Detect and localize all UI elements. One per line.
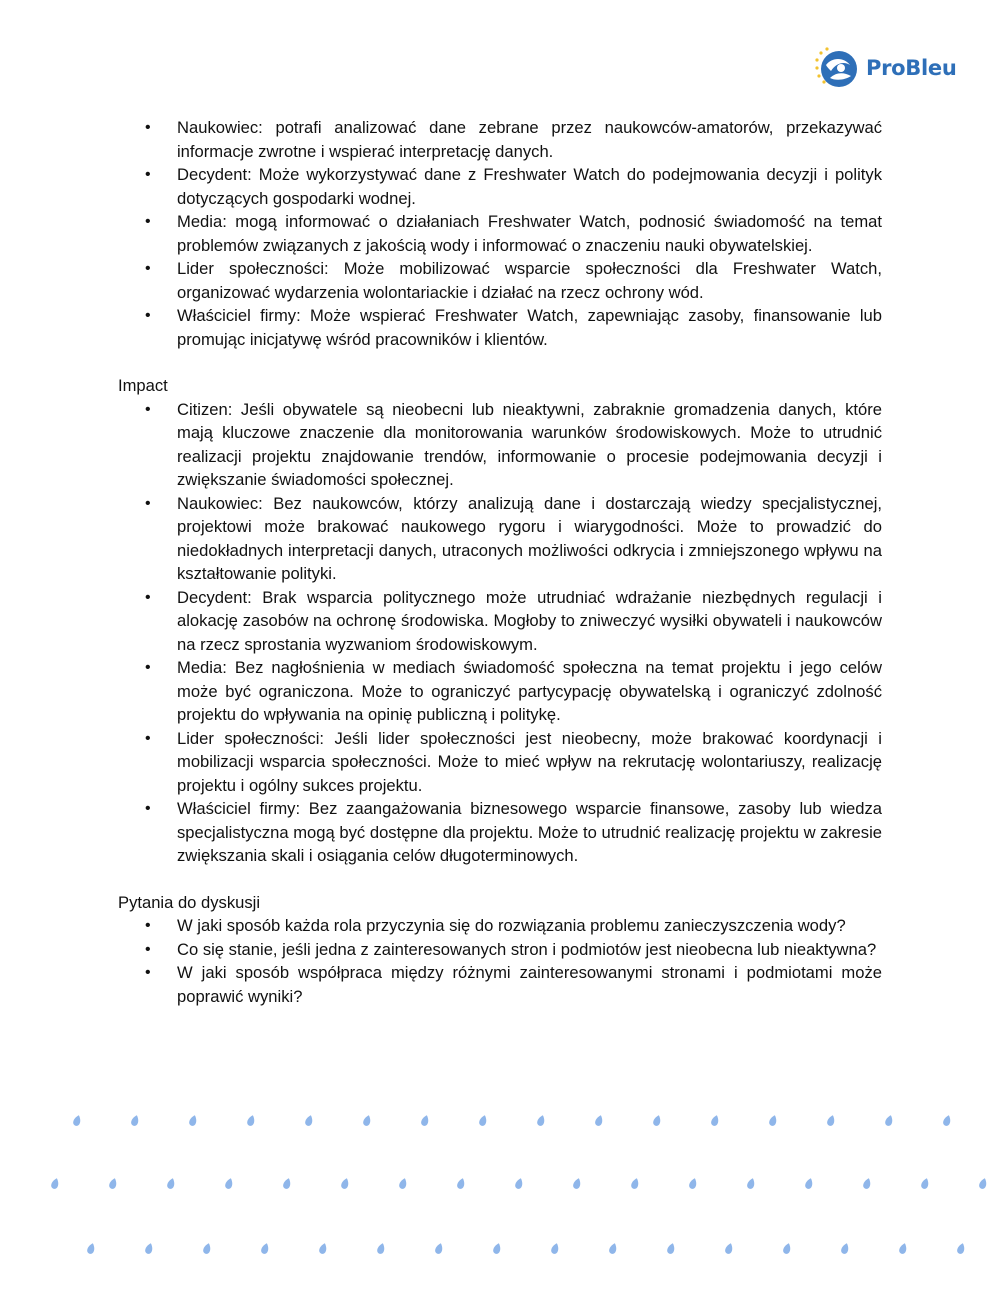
list-item: • Lider społeczności: Jeśli lider społeczności jest nieobecny, może brakować koordynacji i mobilizacji wsparcia społeczności. Może to mieć wpływ na rekrutację wolontariuszy, realizację projektu i ogólny sukces projektu.	[118, 727, 882, 798]
droplet-icon	[724, 1242, 734, 1255]
droplet-icon	[456, 1177, 466, 1190]
roles-list	[118, 116, 882, 351]
spacer	[118, 351, 882, 374]
droplet-icon	[550, 1242, 560, 1255]
logo-text: ProBleu	[866, 56, 957, 80]
droplet-icon	[398, 1177, 408, 1190]
impact-list	[118, 398, 882, 868]
impact-heading: Impact	[118, 376, 168, 395]
droplet-icon	[782, 1242, 792, 1255]
droplet-icon	[920, 1177, 930, 1190]
list-item: • Media: Bez nagłośnienia w mediach świadomość społeczna na temat projektu i jego celów może być ograniczona. Może to ograniczyć partycypację obywatelską i ograniczyć zdolność projektu do wpływania na opinię publiczną i politykę.	[118, 656, 882, 727]
list-item: • Naukowiec: potrafi analizować dane zebrane przez naukowców-amatorów, przekazywać informacje zwrotne i wspierać interpretację danych.	[118, 116, 882, 163]
droplet-icon	[434, 1242, 444, 1255]
droplet-icon	[688, 1177, 698, 1190]
list-item: • W jaki sposób każda rola przyczynia się do rozwiązania problemu zanieczyszczenia wody?	[118, 914, 882, 938]
droplet-icon	[536, 1114, 546, 1127]
droplet-icon	[594, 1114, 604, 1127]
droplet-icon	[710, 1114, 720, 1127]
droplet-pattern	[0, 1100, 1000, 1294]
droplet-icon	[666, 1242, 676, 1255]
droplet-icon	[340, 1177, 350, 1190]
droplet-icon	[166, 1177, 176, 1190]
droplet-icon	[144, 1242, 154, 1255]
droplet-icon	[202, 1242, 212, 1255]
droplet-icon	[826, 1114, 836, 1127]
discussion-heading: Pytania do dyskusji	[118, 892, 261, 912]
list-item: • Decydent: Brak wsparcia politycznego może utrudniać wdrażanie niezbędnych regulacji i alokację zasobów na ochronę środowiska. Mogłoby to zniweczyć wysiłki obywateli i naukowców na rzecz sprostania wyzwaniom środowiskowym.	[118, 586, 882, 657]
droplet-icon	[86, 1242, 96, 1255]
roles-section	[118, 116, 882, 351]
droplet-icon	[188, 1114, 198, 1127]
discussion-list	[118, 914, 882, 1008]
droplet-icon	[130, 1114, 140, 1127]
droplet-icon	[224, 1177, 234, 1190]
droplet-icon	[630, 1177, 640, 1190]
list-item: • W jaki sposób współpraca między różnymi zainteresowanymi stronami i podmiotami może poprawić wyniki?	[118, 961, 882, 1008]
droplet-icon	[304, 1114, 314, 1127]
droplet-icon	[246, 1114, 256, 1127]
droplet-icon	[72, 1114, 82, 1127]
droplet-icon	[572, 1177, 582, 1190]
droplet-icon	[978, 1177, 988, 1190]
droplet-icon	[746, 1177, 756, 1190]
list-item: • Decydent: Może wykorzystywać dane z Freshwater Watch do podejmowania decyzji i polityk dotyczących gospodarki wodnej.	[118, 163, 882, 210]
droplet-icon	[492, 1242, 502, 1255]
droplet-icon	[108, 1177, 118, 1190]
probleu-logo	[814, 44, 956, 92]
droplet-icon	[608, 1242, 618, 1255]
droplet-icon	[478, 1114, 488, 1127]
droplet-icon	[942, 1114, 952, 1127]
droplet-icon	[514, 1177, 524, 1190]
droplet-icon	[884, 1114, 894, 1127]
droplet-icon	[362, 1114, 372, 1127]
list-item: • Właściciel firmy: Bez zaangażowania biznesowego wsparcie finansowe, zasoby lub wiedza specjalistyczna mogą być dostępne dla projektu. Może to utrudnić realizację projektu w zakresie zwiększania skali i osiągania celów długoterminowych.	[118, 797, 882, 868]
list-item: • Naukowiec: Bez naukowców, którzy analizują dane i dostarczają wiedzy specjalistycznej, projektowi może brakować naukowego rygoru i wiarygodności. Może to prowadzić do niedokładnych interpretacji danych, utraconych możliwości odkrycia i zmniejszonego wpływu na kształtowanie polityki.	[118, 492, 882, 586]
droplet-icon	[376, 1242, 386, 1255]
list-item: • Właściciel firmy: Może wspierać Freshwater Watch, zapewniając zasoby, finansowanie lub promując inicjatywę wśród pracowników i klientów.	[118, 304, 882, 351]
droplet-icon	[282, 1177, 292, 1190]
list-item: • Media: mogą informować o działaniach Freshwater Watch, podnosić świadomość na temat problemów związanych z jakością wody i informować o znaczeniu nauki obywatelskiej.	[118, 210, 882, 257]
droplet-icon	[862, 1177, 872, 1190]
droplet-icon	[840, 1242, 850, 1255]
list-item: • Lider społeczności: Może mobilizować wsparcie społeczności dla Freshwater Watch, organizować wydarzenia wolontariackie i działać na rzecz ochrony wód.	[118, 257, 882, 304]
document-body	[118, 116, 882, 1008]
droplet-icon	[652, 1114, 662, 1127]
droplet-icon	[804, 1177, 814, 1190]
droplet-icon	[956, 1242, 966, 1255]
list-item: • Co się stanie, jeśli jedna z zainteresowanych stron i podmiotów jest nieobecna lub nieaktywna?	[118, 938, 882, 962]
droplet-icon	[898, 1242, 908, 1255]
droplet-icon	[50, 1177, 60, 1190]
droplet-icon	[318, 1242, 328, 1255]
discussion-section	[118, 891, 882, 1009]
spacer	[118, 868, 882, 891]
list-item: • Citizen: Jeśli obywatele są nieobecni lub nieaktywni, zabraknie gromadzenia danych, które mają kluczowe znaczenie dla monitorowania warunków środowiskowych. Może to utrudnić realizacji projektu znajdowanie trendów, informowanie o procesie podejmowania decyzji i zwiększanie świadomości społecznej.	[118, 398, 882, 492]
droplet-icon	[768, 1114, 778, 1127]
droplet-icon	[420, 1114, 430, 1127]
probleu-globe-icon	[814, 45, 860, 91]
impact-section	[118, 374, 882, 868]
droplet-icon	[260, 1242, 270, 1255]
